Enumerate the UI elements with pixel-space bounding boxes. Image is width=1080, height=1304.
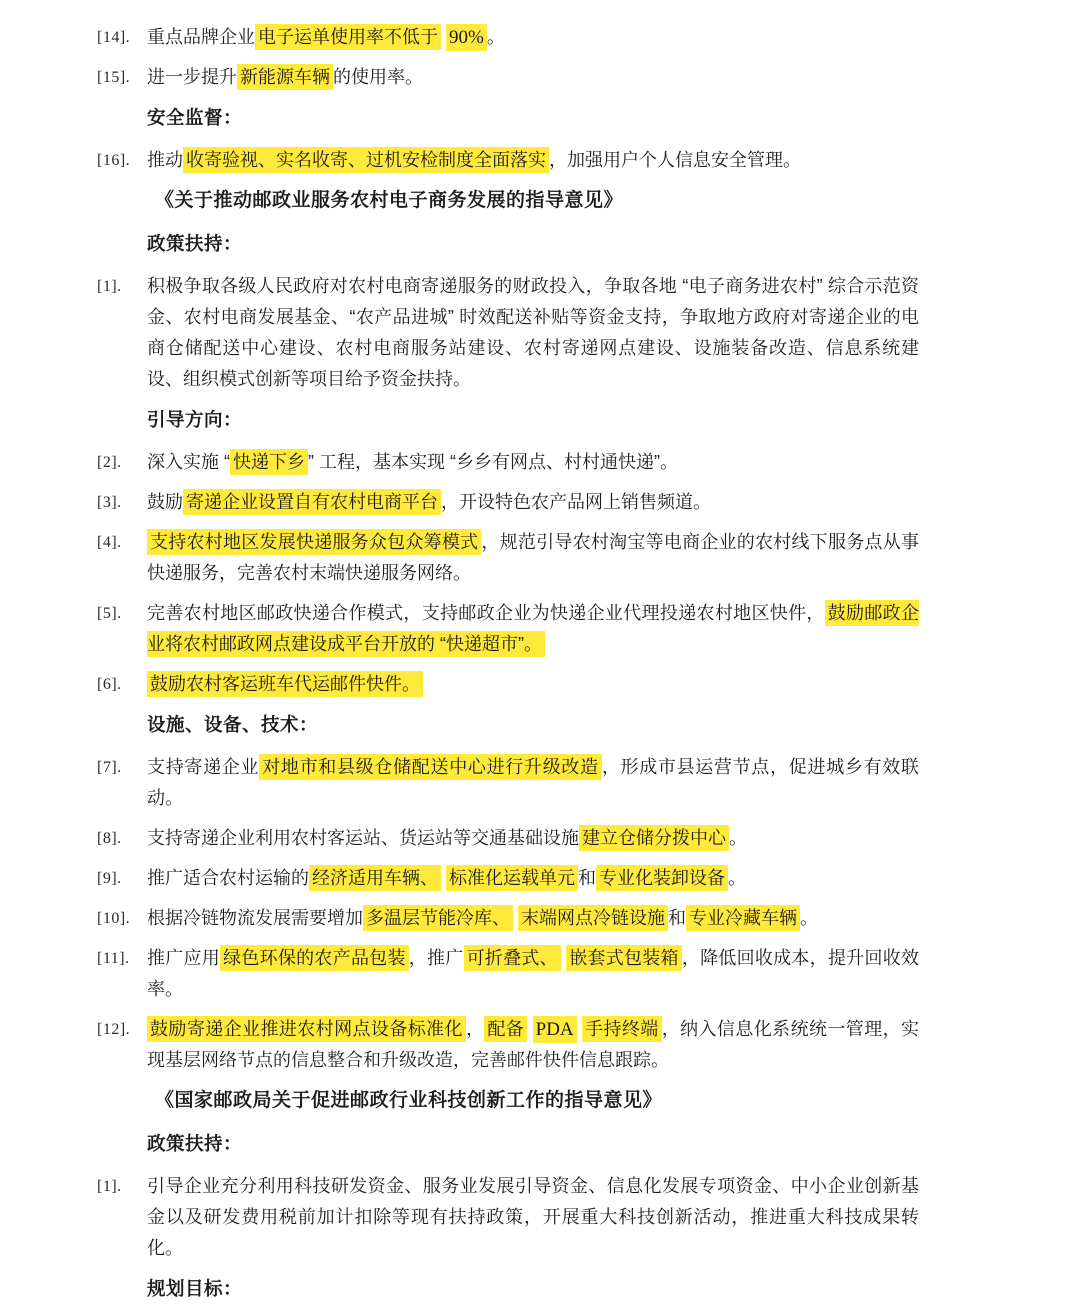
highlighted-text: 配备 xyxy=(484,1016,527,1042)
item-text xyxy=(147,271,919,395)
highlighted-text: 标准化运载单元 xyxy=(446,865,578,891)
heading-label: 规划目标： xyxy=(147,1278,243,1299)
body-text: 支持寄递企业 xyxy=(147,757,260,777)
item-marker: [7]. xyxy=(97,759,122,776)
highlighted-text: 支持农村地区发展快递服务众包众筹模式 xyxy=(147,529,481,555)
list-item xyxy=(97,903,985,934)
body-text: ，纳入信息化系统统一管理，实现基层网络节点的信息整合和升级改造，完善邮件快件信息跟踪。 xyxy=(147,1019,920,1070)
list-item xyxy=(97,1014,985,1076)
highlighted-text: 90% xyxy=(446,24,487,51)
list-item xyxy=(97,752,985,814)
item-marker: [8]. xyxy=(97,830,122,847)
item-text xyxy=(147,22,919,53)
highlighted-text: 收寄验视、实名收寄、过机安检制度全面落实 xyxy=(183,147,549,173)
item-marker: [6]. xyxy=(97,676,122,693)
item-marker: [14]. xyxy=(97,29,131,46)
body-text: 和 xyxy=(668,908,687,928)
body-text: 的使用率。 xyxy=(333,67,423,87)
highlighted-text: 鼓励邮政企业将农村邮政网点建设成平台开放的 “快递超市”。 xyxy=(147,600,919,657)
list-item xyxy=(97,22,985,53)
list-item xyxy=(97,669,985,700)
heading-label: 引导方向： xyxy=(147,409,243,430)
body-text: ，加强用户个人信息安全管理。 xyxy=(549,150,801,170)
referenced-document-title xyxy=(97,1085,985,1116)
item-marker: [10]. xyxy=(97,910,131,927)
body-text: 支持寄递企业利用农村客运站、货运站等交通基础设施 xyxy=(147,828,579,848)
item-text xyxy=(147,752,919,814)
title-label: 《国家邮政局关于促进邮政行业科技创新工作的指导意见》 xyxy=(155,1090,663,1111)
list-item xyxy=(97,62,985,93)
item-text xyxy=(147,62,919,93)
highlighted-text: 手持终端 xyxy=(582,1016,662,1042)
heading-label: 政策扶持： xyxy=(147,233,243,254)
body-text: ，推广 xyxy=(408,948,464,968)
item-text xyxy=(147,823,919,854)
body-text xyxy=(527,1019,532,1039)
item-marker: [3]. xyxy=(97,494,122,511)
body-text: 引导企业充分利用科技研发资金、服务业发展引导资金、信息化发展专项资金、中小企业创新基金以及研发费用税前加计扣除等现有扶持政策，开展重大科技创新活动，推进重大科技成果转化。 xyxy=(147,1176,919,1258)
body-text: 和 xyxy=(578,868,597,888)
item-text xyxy=(147,598,919,660)
highlighted-text: 鼓励农村客运班车代运邮件快件。 xyxy=(147,671,423,697)
list-item xyxy=(97,1171,985,1264)
item-marker: [15]. xyxy=(97,69,131,86)
title-label: 《关于推动邮政业服务农村电子商务发展的指导意见》 xyxy=(155,190,624,211)
body-text: 推广适合农村运输的 xyxy=(147,868,309,888)
heading-label: 政策扶持： xyxy=(147,1133,243,1154)
highlighted-text: 经济适用车辆、 xyxy=(309,865,441,891)
item-marker: [5]. xyxy=(97,605,122,622)
item-marker: [16]. xyxy=(97,152,131,169)
list-item xyxy=(97,527,985,589)
body-text: 进一步提升 xyxy=(147,67,237,87)
highlighted-text: 电子运单使用率不低于 xyxy=(255,24,441,50)
list-item xyxy=(97,598,985,660)
section-heading xyxy=(97,1273,985,1304)
item-marker: [1]. xyxy=(97,278,122,295)
item-marker: [1]. xyxy=(97,1178,122,1195)
highlighted-text: 对地市和县级仓储配送中心进行升级改造 xyxy=(259,754,602,780)
body-text: ， xyxy=(465,1019,485,1039)
body-text: ，降低回收成本，提升回收效率。 xyxy=(147,948,920,999)
list-item xyxy=(97,863,985,894)
highlighted-text: 寄递企业设置自有农村电商平台 xyxy=(183,489,441,515)
document-body xyxy=(97,22,985,1304)
section-heading xyxy=(97,404,985,435)
body-text: 推动 xyxy=(147,150,183,170)
list-item xyxy=(97,943,985,1005)
body-text: 。 xyxy=(729,828,747,848)
heading-label: 设施、设备、技术： xyxy=(147,714,319,735)
highlighted-text: 可折叠式、 xyxy=(464,945,561,971)
body-text: 推广应用 xyxy=(147,948,221,968)
item-marker: [11]. xyxy=(97,950,130,967)
item-marker: [12]. xyxy=(97,1021,131,1038)
highlighted-text: 快递下乡 xyxy=(230,449,308,475)
highlighted-text: 嵌套式包装箱 xyxy=(566,945,682,971)
list-item xyxy=(97,487,985,518)
item-text xyxy=(147,527,919,589)
body-text: ，开设特色农产品网上销售频道。 xyxy=(441,492,711,512)
highlighted-text: 末端网点冷链设施 xyxy=(518,905,668,931)
list-item xyxy=(97,823,985,854)
item-marker: [2]. xyxy=(97,454,122,471)
section-heading xyxy=(97,102,985,133)
body-text: ，形成市县运营节点，促进城乡有效联动。 xyxy=(147,757,920,808)
highlighted-text: 鼓励寄递企业推进农村网点设备标准化 xyxy=(147,1016,466,1042)
highlighted-text: 新能源车辆 xyxy=(237,64,333,90)
item-text xyxy=(147,487,919,518)
highlighted-text: 绿色环保的农产品包装 xyxy=(220,945,409,971)
highlighted-text: 专业化装卸设备 xyxy=(596,865,728,891)
highlighted-text: 专业冷藏车辆 xyxy=(686,905,800,931)
heading-label: 安全监督： xyxy=(147,107,243,128)
section-heading xyxy=(97,1128,985,1159)
body-text: ” 工程，基本实现 “乡乡有网点、村村通快递”。 xyxy=(308,452,678,472)
item-marker: [4]. xyxy=(97,534,122,551)
list-item xyxy=(97,145,985,176)
body-text: 完善农村地区邮政快递合作模式，支持邮政企业为快递企业代理投递农村地区快件， xyxy=(147,603,825,623)
item-text xyxy=(147,863,919,894)
item-text xyxy=(147,943,919,1005)
section-heading xyxy=(97,228,985,259)
body-text: 。 xyxy=(800,908,819,928)
item-text xyxy=(147,669,919,700)
highlighted-text: 建立仓储分拨中心 xyxy=(579,825,729,851)
item-text xyxy=(147,145,919,176)
list-item xyxy=(97,271,985,395)
body-text: 重点品牌企业 xyxy=(147,27,255,47)
body-text: 。 xyxy=(486,27,505,47)
section-heading xyxy=(97,709,985,740)
item-text xyxy=(147,1171,919,1264)
body-text: ，规范引导农村淘宝等电商企业的农村线下服务点从事快递服务，完善农村末端快递服务网络。 xyxy=(147,532,919,583)
body-text: 。 xyxy=(728,868,747,888)
highlighted-text: PDA xyxy=(533,1016,577,1043)
highlighted-text: 多温层节能冷库、 xyxy=(363,905,513,931)
body-text: 积极争取各级人民政府对农村电商寄递服务的财政投入，争取各地 “电子商务进农村” 综合示范资金、农村电商发展基金、“农产品进城” 时效配送补贴等资金支持，争取地方政府对寄递企业的电商仓储配送中心建设、农村电商服务站建设、农村寄递网点建设、设施装备改造、信息系统建设、组织模式创新等项目给予资金扶持。 xyxy=(147,276,919,389)
list-item xyxy=(97,447,985,478)
item-text xyxy=(147,1014,919,1076)
body-text: 深入实施 “ xyxy=(147,452,230,472)
item-text xyxy=(147,903,919,934)
body-text: 鼓励 xyxy=(147,492,183,512)
referenced-document-title xyxy=(97,185,985,216)
item-marker: [9]. xyxy=(97,870,122,887)
body-text: 根据冷链物流发展需要增加 xyxy=(147,908,363,928)
item-text xyxy=(147,447,919,478)
